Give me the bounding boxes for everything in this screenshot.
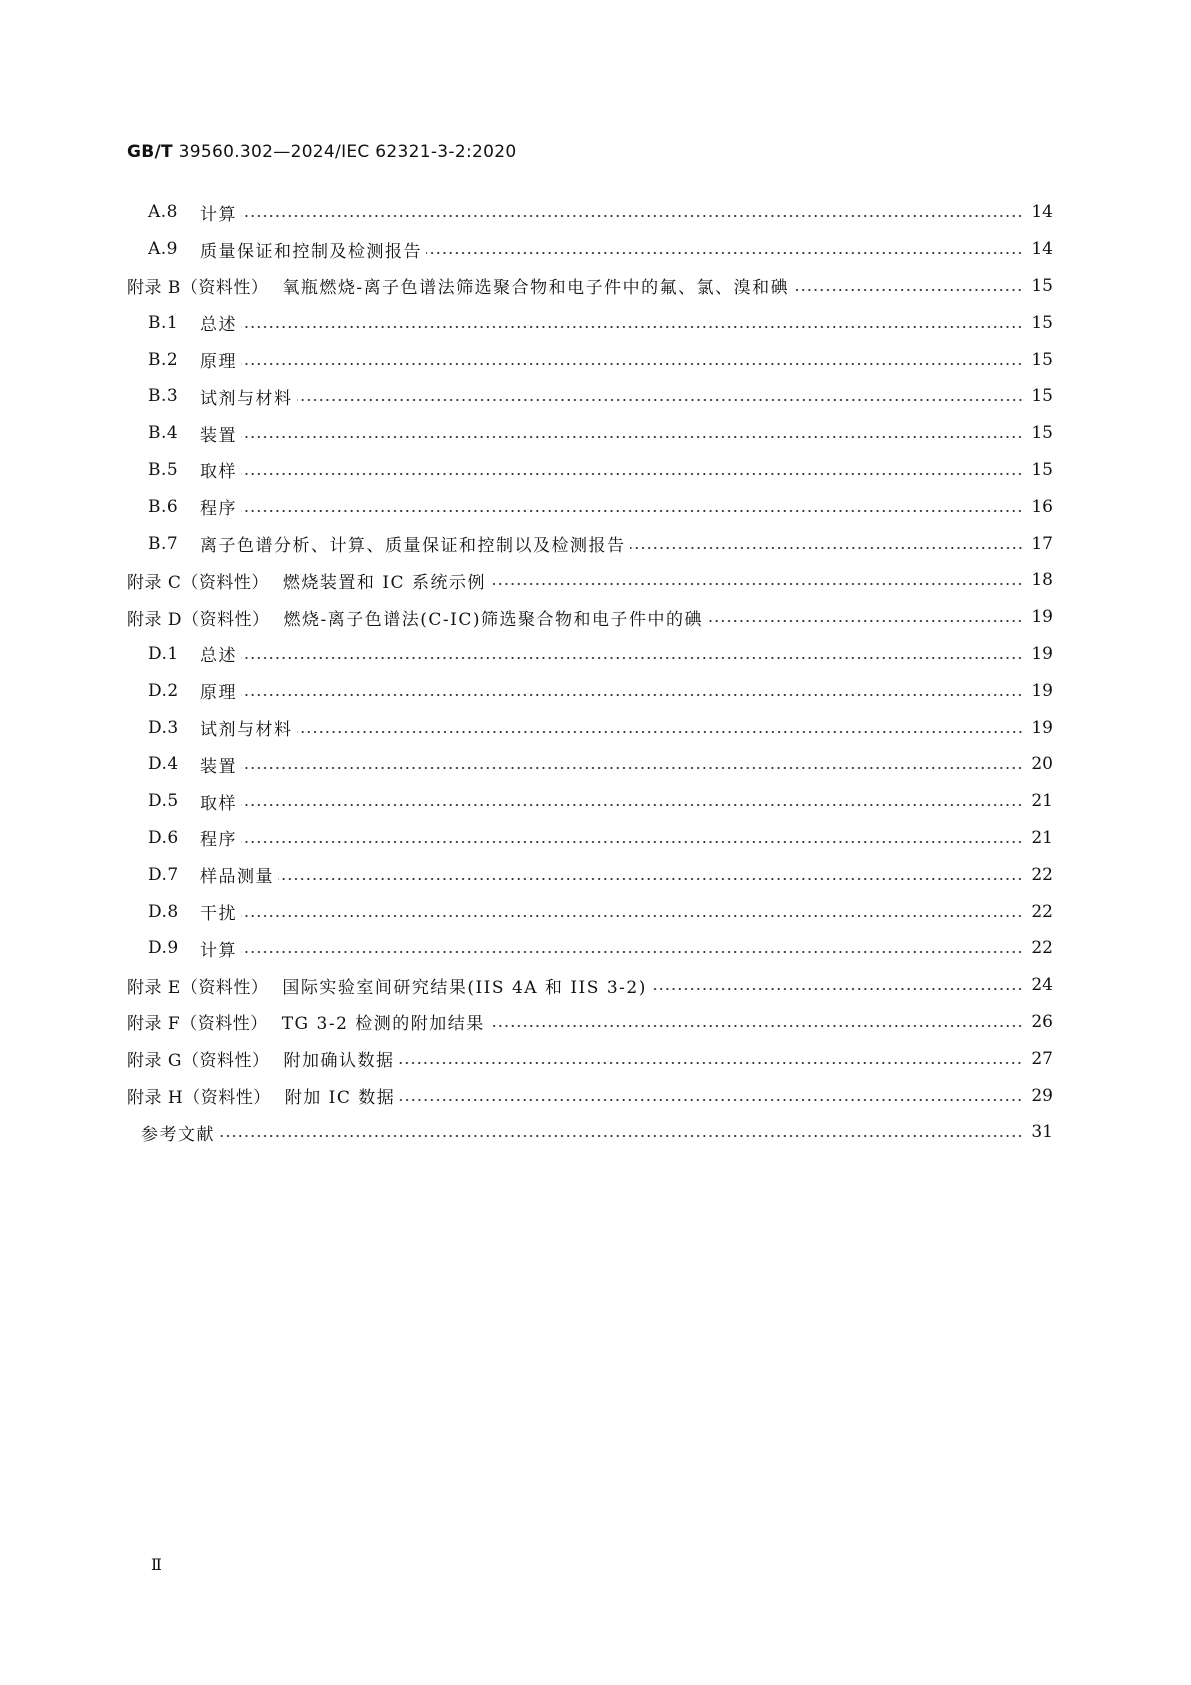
toc-entry-title: 程序: [200, 499, 237, 520]
toc-dot-leader: [398, 1061, 1023, 1065]
toc-dot-leader: [241, 435, 1023, 439]
toc-entry-number: D.1: [148, 643, 179, 664]
toc-entry-number: B.4: [148, 423, 179, 444]
toc-entry-page: 22: [1031, 901, 1053, 922]
toc-entry-number: B.1: [148, 312, 179, 333]
toc-dot-leader: [241, 914, 1023, 918]
toc-entry-title: 总述: [200, 646, 237, 667]
toc-dot-leader: [241, 472, 1023, 476]
toc-entry-page: 15: [1031, 459, 1053, 480]
toc-entry-page: 19: [1031, 717, 1053, 738]
toc-entry[interactable]: [127, 304, 1053, 341]
toc-dot-leader: [399, 1098, 1023, 1102]
toc-entry-number: B.6: [148, 496, 179, 517]
toc-entry[interactable]: [127, 452, 1053, 489]
toc-entry-title: 离子色谱分析、计算、质量保证和控制以及检测报告: [200, 536, 626, 557]
toc-entry-page: 29: [1031, 1085, 1053, 1106]
toc-entry[interactable]: [127, 967, 1053, 1004]
toc-entry-title: 参考文献: [141, 1124, 215, 1145]
toc-entry-number: A.9: [148, 239, 178, 260]
toc-entry[interactable]: [127, 820, 1053, 857]
toc-dot-leader: [241, 362, 1023, 366]
toc-dot-leader: [241, 509, 1023, 513]
toc-entry-title: 程序: [200, 830, 237, 851]
toc-dot-leader: [241, 693, 1023, 697]
toc-entry-number: D.6: [148, 827, 179, 848]
standard-number: 39560.302—2024/IEC 62321-3-2:2020: [178, 142, 517, 162]
toc-dot-leader: [489, 1024, 1023, 1028]
toc-entry[interactable]: [127, 783, 1053, 820]
toc-entry-page: 19: [1031, 607, 1053, 628]
toc-entry-page: 17: [1031, 533, 1053, 554]
toc-dot-leader: [707, 619, 1023, 623]
toc-dot-leader: [241, 214, 1023, 218]
toc-dot-leader: [630, 546, 1024, 550]
toc-entry-number: 附录 F（资料性）: [127, 1014, 268, 1035]
toc-entry-number: D.3: [148, 717, 179, 738]
toc-entry[interactable]: [127, 1077, 1053, 1114]
toc-entry-number: D.7: [148, 864, 179, 885]
toc-entry-number: D.9: [148, 938, 179, 959]
toc-entry-number: 附录 B（资料性）: [127, 278, 269, 299]
toc-dot-leader: [297, 398, 1024, 402]
toc-entry-title: 装置: [200, 756, 237, 777]
toc-entry-page: 16: [1031, 496, 1053, 517]
toc-dot-leader: [426, 251, 1023, 255]
toc-entry-page: 15: [1031, 349, 1053, 370]
toc-dot-leader: [490, 582, 1023, 586]
standard-code: GB/T: [127, 142, 173, 162]
toc-entry-title: 燃烧-离子色谱法(C-IC)筛选聚合物和电子件中的碘: [283, 609, 704, 630]
toc-entry[interactable]: [127, 341, 1053, 378]
toc-entry-number: D.4: [148, 754, 179, 775]
toc-entry[interactable]: [127, 930, 1053, 967]
toc-dot-leader: [651, 987, 1023, 991]
toc-entry-title: 氧瓶燃烧-离子色谱法筛选聚合物和电子件中的氟、氯、溴和碘: [282, 278, 790, 299]
toc-entry-title: 取样: [200, 462, 237, 483]
toc-entry[interactable]: [127, 194, 1053, 231]
toc-dot-leader: [241, 766, 1023, 770]
toc-entry-number: D.2: [148, 680, 179, 701]
toc-entry-page: 22: [1031, 864, 1053, 885]
toc-entry-title: TG 3-2 检测的附加结果: [281, 1014, 485, 1035]
toc-entry-number: 附录 G（资料性）: [127, 1051, 270, 1072]
toc-entry-page: 15: [1031, 312, 1053, 333]
toc-entry-title: 总述: [200, 315, 237, 336]
toc-entry-title: 附加确认数据: [283, 1051, 395, 1072]
toc-entry-number: D.8: [148, 901, 179, 922]
toc-entry-page: 20: [1031, 754, 1053, 775]
toc-entry-number: A.8: [148, 202, 178, 223]
toc-entry-page: 21: [1031, 791, 1053, 812]
toc-entry[interactable]: [127, 672, 1053, 709]
toc-entry[interactable]: [127, 525, 1053, 562]
toc-entry[interactable]: [127, 1004, 1053, 1041]
toc-entry-number: B.7: [148, 533, 179, 554]
toc-entry-title: 试剂与材料: [200, 388, 293, 409]
toc-entry[interactable]: [127, 268, 1053, 305]
toc-entry-title: 样品测量: [200, 867, 274, 888]
toc-entry-number: 附录 E（资料性）: [127, 977, 269, 998]
toc-dot-leader: [278, 877, 1023, 881]
toc-entry[interactable]: [127, 709, 1053, 746]
toc-entry-number: D.5: [148, 791, 179, 812]
toc-entry-page: 19: [1031, 680, 1053, 701]
toc-entry-number: B.3: [148, 386, 179, 407]
toc-dot-leader: [241, 840, 1023, 844]
toc-entry-title: 试剂与材料: [200, 720, 293, 741]
toc-entry-title: 附加 IC 数据: [284, 1088, 396, 1109]
toc-entry-title: 国际实验室间研究结果(IIS 4A 和 IIS 3-2): [282, 977, 647, 998]
toc-entry[interactable]: [127, 488, 1053, 525]
toc-dot-leader: [241, 656, 1023, 660]
toc-entry-page: 19: [1031, 643, 1053, 664]
toc-entry-page: 26: [1031, 1011, 1053, 1032]
toc-dot-leader: [241, 803, 1023, 807]
toc-entry[interactable]: [127, 893, 1053, 930]
toc-entry[interactable]: [127, 856, 1053, 893]
toc-entry-title: 原理: [200, 352, 237, 373]
toc-entry-title: 干扰: [200, 904, 237, 925]
toc-entry-page: 22: [1031, 938, 1053, 959]
toc-entry[interactable]: [127, 378, 1053, 415]
toc-entry[interactable]: [127, 746, 1053, 783]
toc-entry[interactable]: [127, 636, 1053, 673]
toc-entry-page: 15: [1031, 423, 1053, 444]
toc-entry[interactable]: [127, 599, 1053, 636]
toc-dot-leader: [241, 950, 1023, 954]
document-header: [127, 142, 516, 162]
toc-dot-leader: [297, 730, 1024, 734]
toc-entry-page: 27: [1031, 1048, 1053, 1069]
toc-dot-leader: [241, 325, 1023, 329]
toc-entry-page: 14: [1031, 239, 1053, 260]
toc-entry-number: B.2: [148, 349, 179, 370]
toc-entry[interactable]: [127, 1040, 1053, 1077]
toc-entry-number: B.5: [148, 459, 179, 480]
toc-entry-page: 14: [1031, 202, 1053, 223]
toc-entry-page: 31: [1031, 1122, 1053, 1143]
toc-entry-page: 24: [1031, 975, 1053, 996]
toc-entry-title: 质量保证和控制及检测报告: [200, 241, 422, 262]
page-number: Ⅱ: [151, 1555, 162, 1574]
toc-entry-page: 15: [1031, 386, 1053, 407]
toc-entry-number: 附录 C（资料性）: [127, 572, 269, 593]
toc-entry-title: 计算: [200, 940, 237, 961]
toc-entry-page: 18: [1031, 570, 1053, 591]
toc-entry-page: 15: [1031, 275, 1053, 296]
toc-entry-number: 附录 H（资料性）: [127, 1088, 271, 1109]
toc-entry-title: 计算: [200, 204, 237, 225]
toc-dot-leader: [793, 288, 1023, 292]
toc-dot-leader: [219, 1134, 1023, 1138]
toc-entry-title: 原理: [200, 683, 237, 704]
toc-entry[interactable]: [127, 415, 1053, 452]
table-of-contents: [127, 194, 1053, 1151]
toc-entry-title: 装置: [200, 425, 237, 446]
toc-entry-title: 燃烧装置和 IC 系统示例: [282, 572, 486, 593]
toc-entry[interactable]: [127, 1114, 1053, 1151]
toc-entry-title: 取样: [200, 793, 237, 814]
toc-entry[interactable]: [127, 231, 1053, 268]
toc-entry[interactable]: [127, 562, 1053, 599]
toc-entry-number: 附录 D（资料性）: [127, 609, 270, 630]
toc-entry-page: 21: [1031, 827, 1053, 848]
